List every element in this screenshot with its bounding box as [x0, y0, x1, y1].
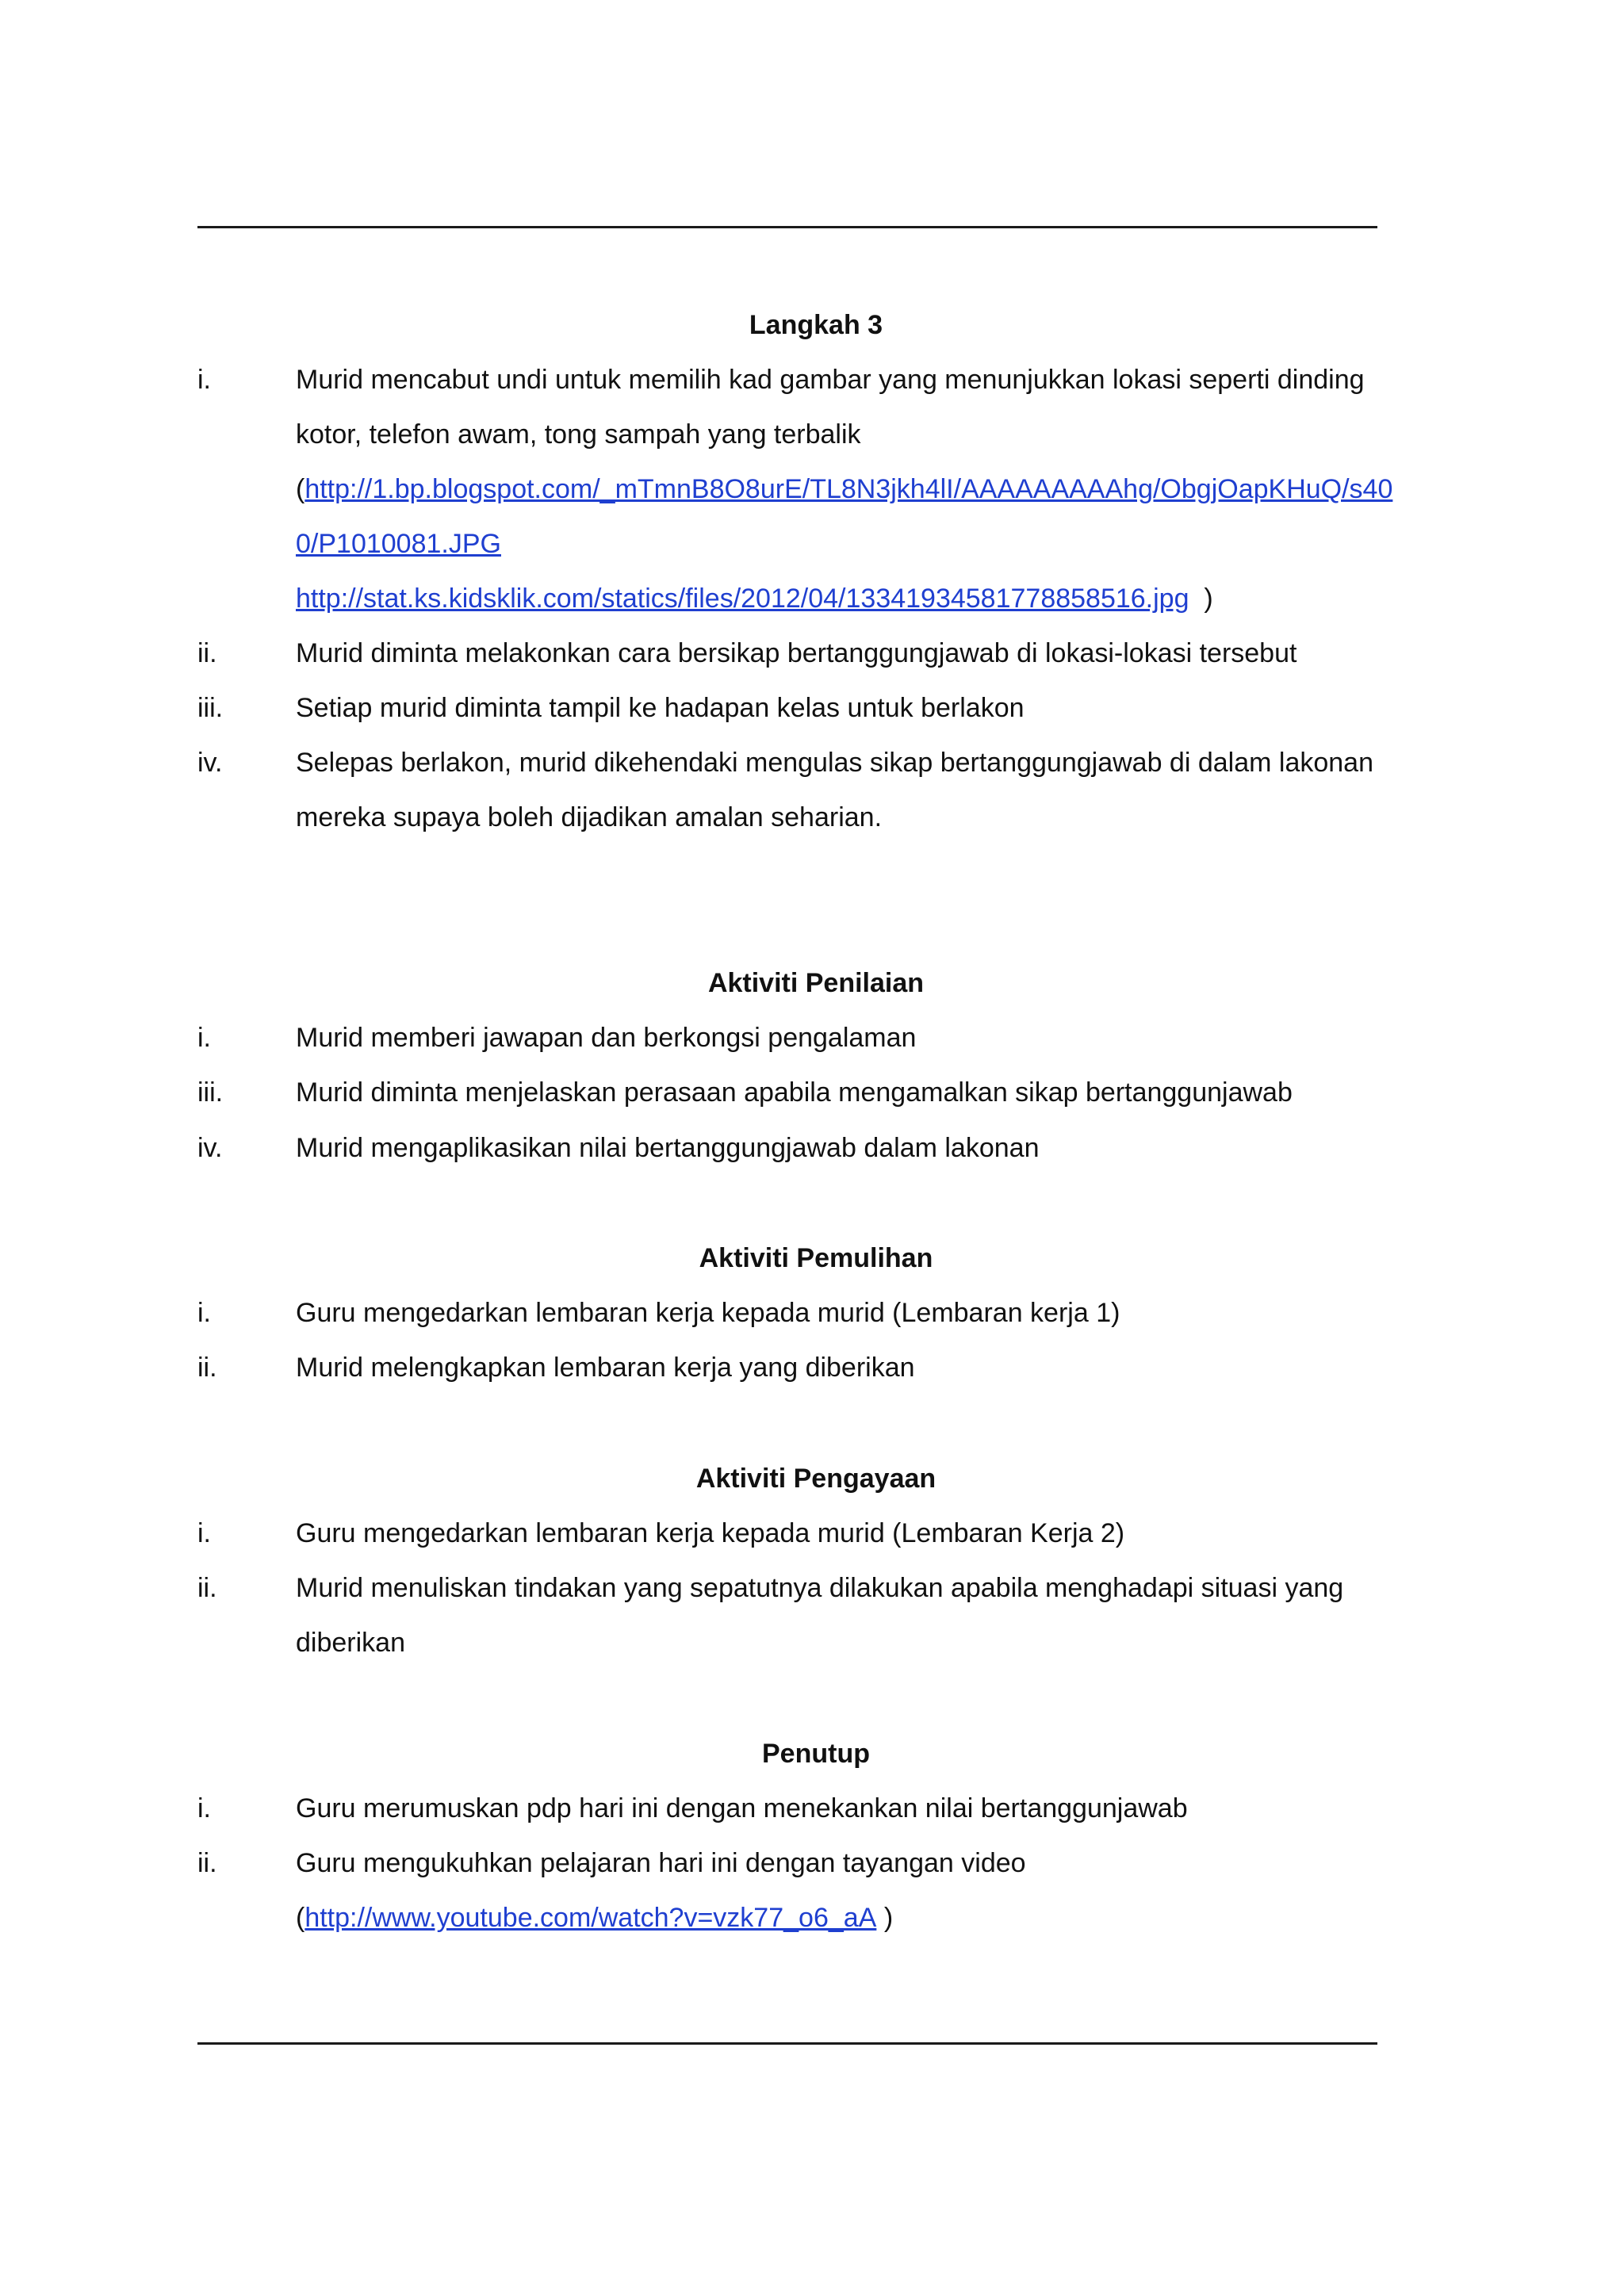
list-number: ii. [197, 638, 217, 668]
list-number: i. [197, 1023, 211, 1053]
text-line: Guru mengukuhkan pelajaran hari ini dengan tayangan video [296, 1848, 1026, 1878]
list-text: Setiap murid diminta tampil ke hadapan kelas untuk berlakon [296, 693, 1025, 723]
list-number: i. [197, 1793, 211, 1823]
list-number: i. [197, 1298, 211, 1328]
list-number: iii. [197, 693, 224, 723]
footer-rule [197, 2042, 1377, 2045]
kidsklik-link[interactable]: http://stat.ks.kidsklik.com/statics/files/2012/04/1334193458177885851​6.jpg [296, 584, 1189, 614]
list-number: i. [197, 1518, 211, 1548]
list-text [296, 353, 1434, 626]
paren-close: ) [1204, 584, 1213, 614]
text-line: Selepas berlakon, murid dikehendaki mengulas sikap bertanggungjawab di dalam lakonan [296, 748, 1373, 778]
section-heading-penilaian: Aktiviti Penilaian [707, 968, 925, 998]
paren-open: ( [296, 1903, 305, 1933]
text-line: mereka supaya boleh dijadikan amalan seharian. [296, 802, 883, 832]
list-text: Murid diminta menjelaskan perasaan apabila mengamalkan sikap bertanggunjawab [296, 1077, 1293, 1108]
text-line [296, 572, 1434, 626]
section-heading-penutup: Penutup [762, 1739, 870, 1769]
list-text: Murid mengaplikasikan nilai bertanggungjawab dalam lakonan [296, 1133, 1040, 1163]
paren-close: ) [883, 1903, 894, 1933]
list-text: Guru merumuskan pdp hari ini dengan menekankan nilai bertanggunjawab [296, 1793, 1188, 1823]
blogspot-link-continued[interactable]: 0/P1010081.JPG [296, 529, 501, 559]
list-number: iv. [197, 1133, 223, 1163]
list-number: iv. [197, 748, 223, 778]
text-line: Murid menuliskan tindakan yang sepatutnya dilakukan apabila menghadapi situasi yang [296, 1573, 1344, 1603]
section-heading-pemulihan: Aktiviti Pemulihan [699, 1243, 933, 1273]
list-number: ii. [197, 1573, 217, 1603]
text-line: Murid mencabut undi untuk memilih kad gambar yang menunjukkan lokasi seperti dinding [296, 365, 1365, 395]
list-text: Murid memberi jawapan dan berkongsi pengalaman [296, 1023, 917, 1053]
text-line [296, 1891, 1434, 1946]
list-number: iii. [197, 1077, 224, 1108]
paren-open: ( [296, 474, 305, 504]
text-line [296, 462, 1434, 517]
blogspot-link[interactable]: http://1.bp.blogspot.com/_mTmnB8O8urE/TL8N3jkh4lI/AAAAAAAAAhg/ObgjOapKHuQ/s40 [304, 474, 1393, 504]
list-text: Guru mengedarkan lembaran kerja kepada murid (Lembaran kerja 1) [296, 1298, 1120, 1328]
list-text: Murid diminta melakonkan cara bersikap bertanggungjawab di lokasi-lokasi tersebut [296, 638, 1297, 668]
header-rule [197, 226, 1377, 228]
list-text: Guru mengedarkan lembaran kerja kepada murid (Lembaran Kerja 2) [296, 1518, 1125, 1548]
list-number: ii. [197, 1353, 217, 1383]
list-number: ii. [197, 1848, 217, 1878]
text-line: diberikan [296, 1628, 405, 1658]
section-heading-pengayaan: Aktiviti Pengayaan [695, 1464, 936, 1494]
text-line: kotor, telefon awam, tong sampah yang terbalik [296, 419, 861, 450]
youtube-link[interactable]: http://www.youtube.com/watch?v=vzk77_o6_aA [304, 1903, 877, 1933]
list-number: i. [197, 365, 211, 395]
list-text: Murid melengkapkan lembaran kerja yang diberikan [296, 1353, 915, 1383]
text-line [296, 517, 1434, 572]
section-heading-langkah-3: Langkah 3 [749, 310, 883, 340]
